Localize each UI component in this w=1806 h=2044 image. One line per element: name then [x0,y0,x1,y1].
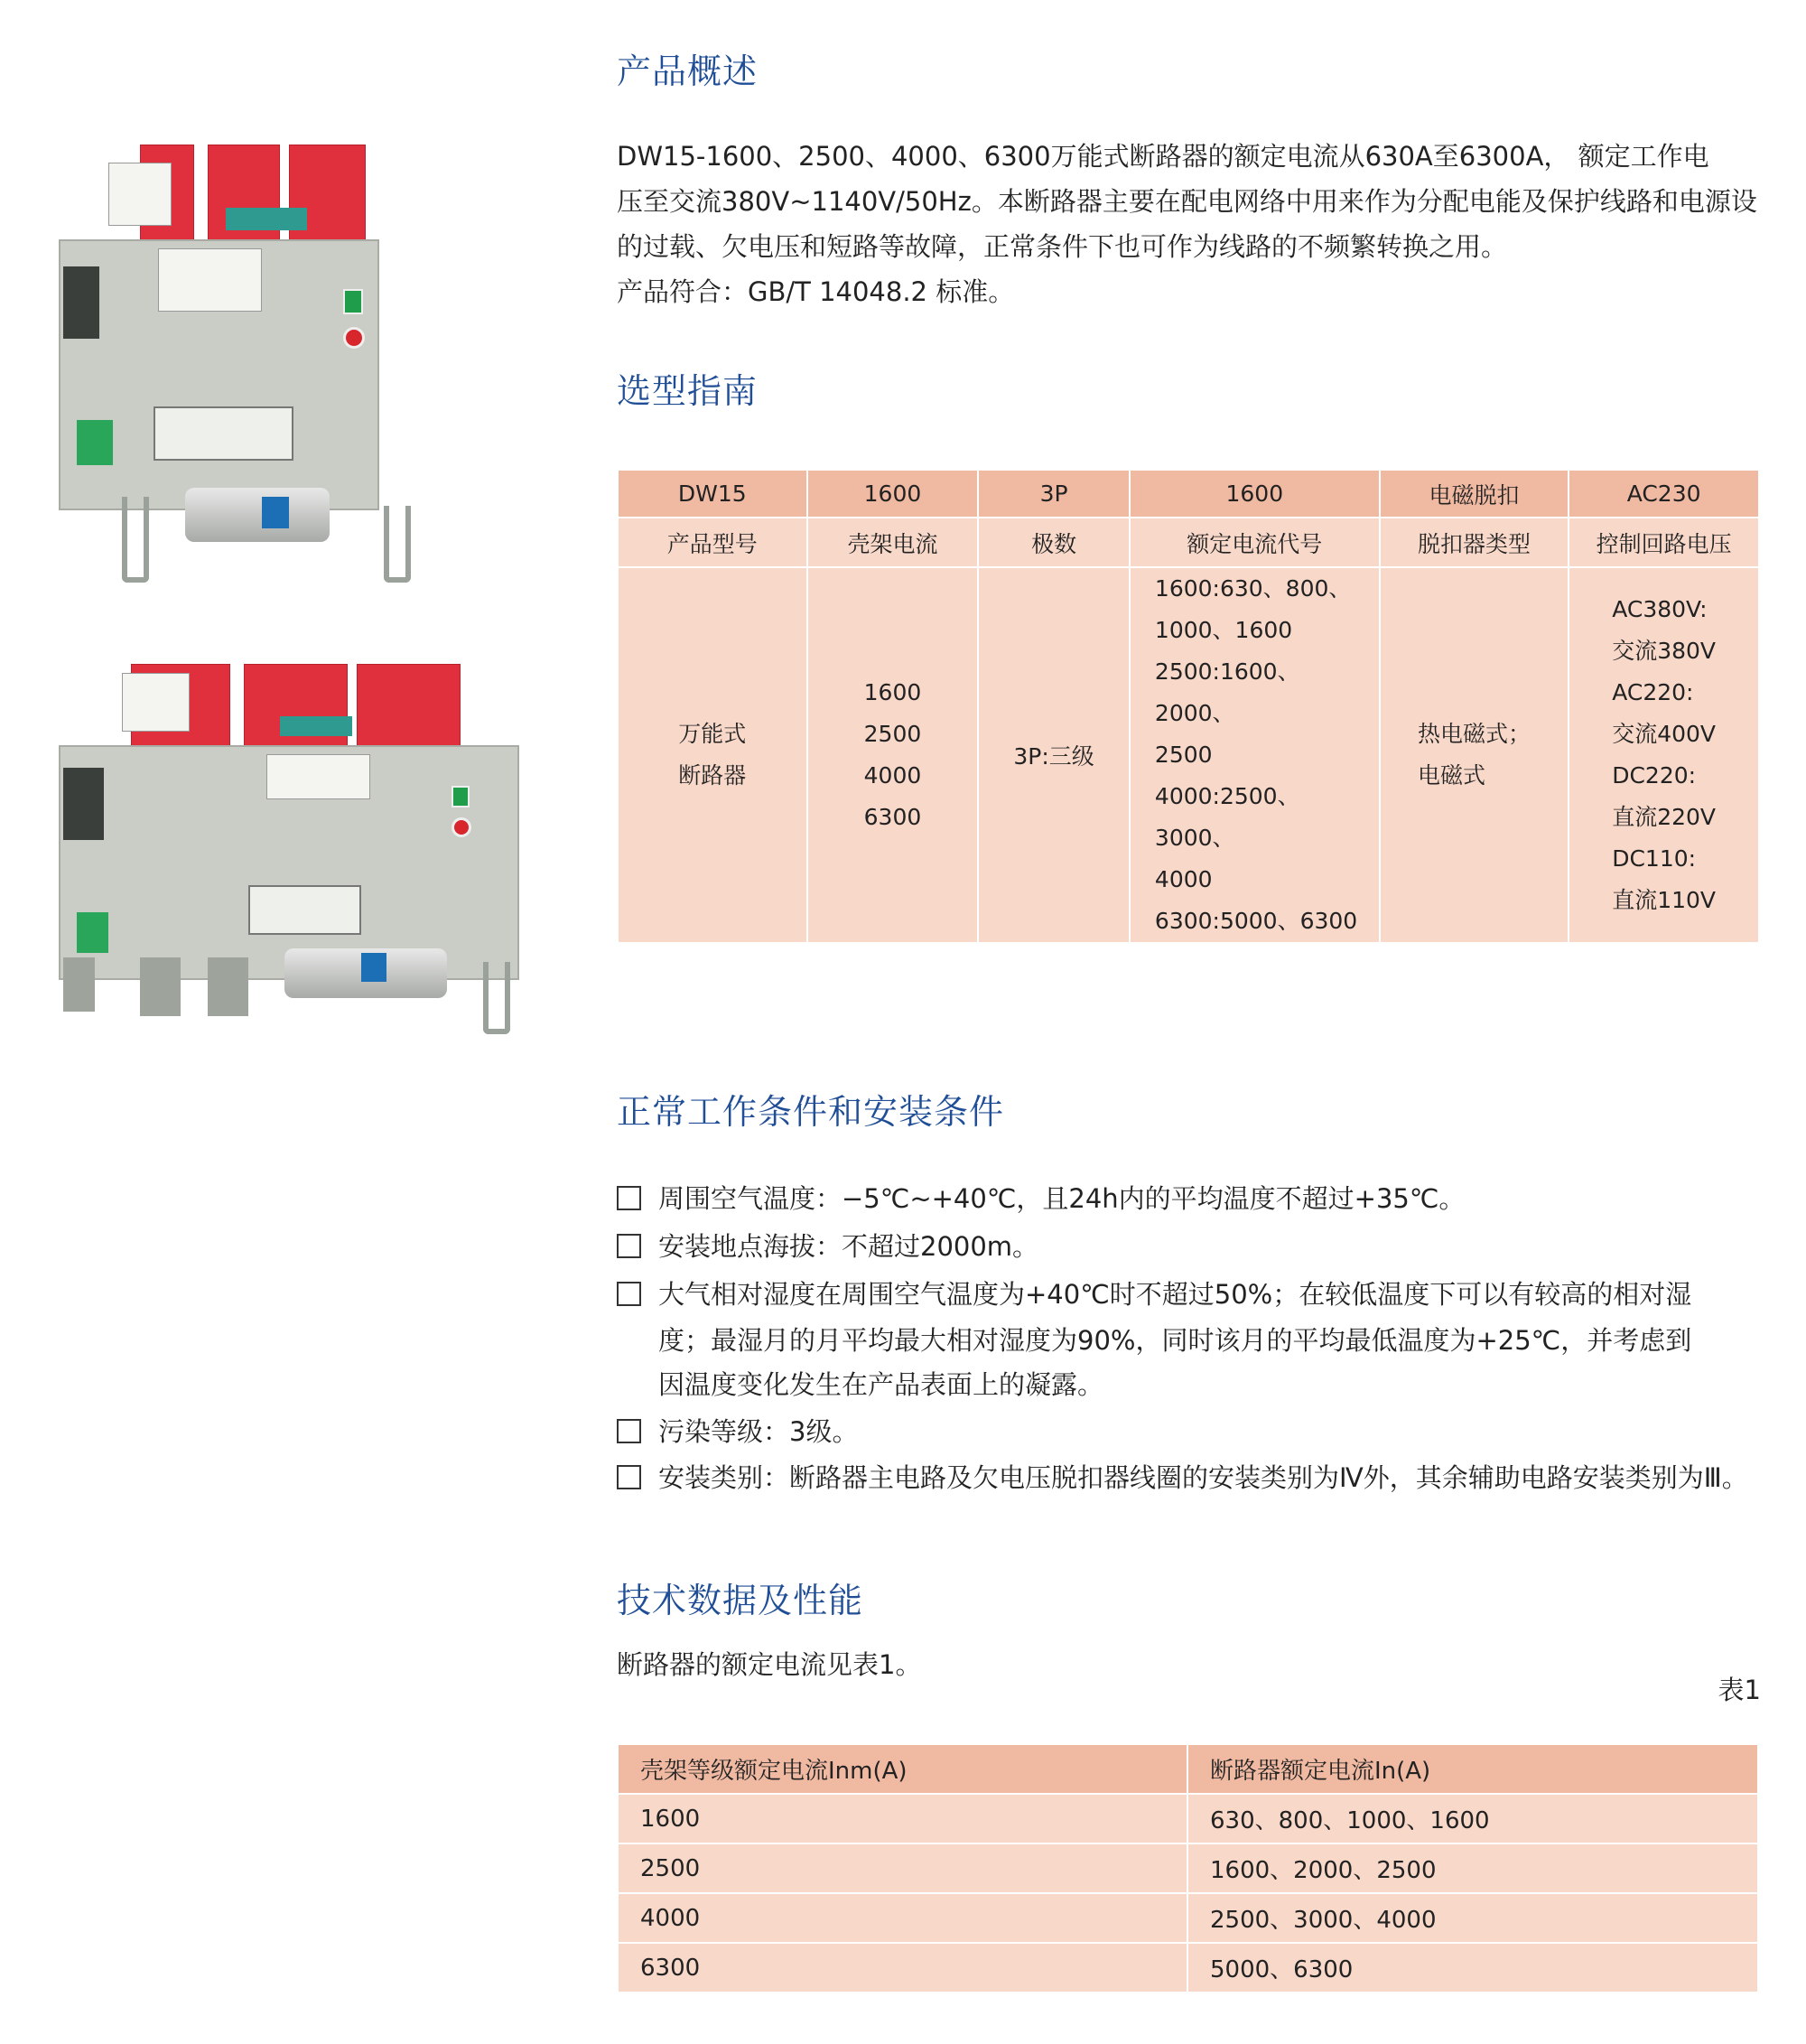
breaker-current-cell: 2500、3000、4000 [1187,1893,1758,1943]
busbar-terminal [63,957,95,1012]
red-arc-chute [244,664,348,754]
condition-text: 安装类别：断路器主电路及欠电压脱扣器线圈的安装类别为Ⅳ外，其余辅助电路安装类别为Ⅲ。 [658,1462,1748,1493]
busbar-terminal [140,957,181,1016]
code-rated-current: 1600 [1130,470,1380,518]
condition-text: 污染等级：3级。 [658,1416,859,1447]
checkbox-icon [617,1282,641,1306]
frame-current-cell: 1600 [618,1794,1187,1843]
control-voltage-line: DC110: [1612,845,1697,872]
section-title-conditions: 正常工作条件和安装条件 [617,1092,1005,1132]
breaker-current-cell: 630、800、1000、1600 [1187,1794,1758,1843]
section-title-tech: 技术数据及性能 [617,1581,864,1620]
frame-current-value: 4000 [863,762,922,789]
trip-type-values [1380,567,1569,943]
nameplate [158,248,262,312]
condition-item [617,1458,1748,1495]
display-window [154,406,293,461]
trip-type-line: 热电磁式； [1417,721,1531,747]
label-trip-type: 脱扣器类型 [1380,518,1569,567]
condition-item [617,1274,1691,1311]
busbar-terminal [208,957,248,1016]
label-poles: 极数 [978,518,1130,567]
open-button-icon [343,327,365,349]
green-relay [77,420,113,465]
control-voltage-line: 直流110V [1612,887,1717,913]
frame-current-value: 2500 [863,721,922,747]
breaker-current-cell: 5000、6300 [1187,1943,1758,1993]
display-window [248,885,361,935]
rated-code-line: 2500 [1154,742,1213,768]
model-desc-line: 万能式 [678,721,747,747]
condition-item [617,1412,858,1449]
tech-intro: 断路器的额定电流见表1。 [617,1649,922,1680]
condition-text: 周围空气温度：−5℃~+40℃，且24h内的平均温度不超过+35℃。 [658,1183,1466,1214]
overview-line-1: DW15-1600、2500、4000、6300万能式断路器的额定电流从630A至6300A， 额定工作电 [617,141,1709,172]
capacitor-cylinder [185,488,330,542]
control-voltage-values [1569,567,1759,943]
code-model: DW15 [618,470,807,518]
green-relay [77,912,108,953]
support-leg [384,506,411,583]
code-control-voltage: AC230 [1569,470,1759,518]
checkbox-icon [617,1465,641,1489]
model-description [618,567,807,943]
nameplate [266,754,370,799]
section-title-selection: 选型指南 [617,371,759,411]
rated-code-line: 1000、1600 [1154,617,1293,643]
terminal-block [122,673,190,732]
table-label: 表1 [1718,1675,1761,1705]
condition-text: 大气相对湿度在周围空气温度为+40℃时不超过50%；在较低温度下可以有较高的相对湿 [658,1279,1692,1310]
checkbox-icon [617,1234,641,1258]
support-leg [483,962,510,1034]
red-arc-chute [357,664,461,754]
condition-item [617,1179,1465,1216]
rated-current-table [617,1743,1759,1993]
frame-current-cell: 2500 [618,1843,1187,1893]
checkbox-icon [617,1419,641,1443]
frame-current-values [807,567,979,943]
auxiliary-contactor [63,266,99,339]
header-breaker-current: 断路器额定电流In(A) [1187,1744,1758,1794]
support-leg [122,497,149,583]
breaker-current-cell: 1600、2000、2500 [1187,1843,1758,1893]
blue-connector [262,497,289,528]
section-title-overview: 产品概述 [617,51,759,91]
label-frame-current: 壳架电流 [807,518,979,567]
frame-current-value: 6300 [863,804,922,830]
label-control-voltage: 控制回路电压 [1569,518,1759,567]
code-poles: 3P [978,470,1130,518]
rated-code-line: 6300:5000、6300 [1154,908,1358,934]
condition-text-continued: 因温度变化发生在产品表面上的凝露。 [658,1369,1104,1400]
condition-text: 安装地点海拔：不超过2000m。 [658,1231,1039,1262]
terminal-strip [226,208,307,230]
code-frame-current: 1600 [807,470,979,518]
close-button-icon [452,786,470,807]
control-voltage-line: 交流380V [1612,638,1717,664]
poles-value: 3P:三级 [978,567,1130,943]
overview-line-3: 的过载、欠电压和短路等故障，正常条件下也可作为线路的不频繁转换之用。 [617,231,1508,262]
close-button-icon [343,289,363,314]
frame-current-cell: 4000 [618,1893,1187,1943]
frame-current-cell: 6300 [618,1943,1187,1993]
rated-current-codes [1130,567,1380,943]
rated-code-line: 4000 [1154,866,1213,892]
table-row [618,1843,1758,1893]
trip-type-line: 电磁式 [1417,762,1485,789]
overview-line-4: 产品符合：GB/T 14048.2 标准。 [617,276,1015,307]
header-frame-current: 壳架等级额定电流Inm(A) [618,1744,1187,1794]
auxiliary-contactor [63,768,104,840]
control-voltage-line: 直流220V [1612,804,1717,830]
code-trip-type: 电磁脱扣 [1380,470,1569,518]
table-row [618,1794,1758,1843]
label-rated-current: 额定电流代号 [1130,518,1380,567]
rated-code-line: 2500:1600、2000、 [1154,658,1300,726]
condition-text-continued: 度；最湿月的月平均最大相对湿度为90%，同时该月的平均最低温度为+25℃，并考虑到 [658,1325,1692,1356]
product-image-bottom [50,655,537,1043]
frame-current-value: 1600 [863,679,922,705]
control-voltage-line: AC380V: [1612,596,1708,622]
overview-line-2: 压至交流380V~1140V/50Hz。本断路器主要在配电网络中用来作为分配电能及保护线路和电源设 [617,186,1757,217]
rated-code-line: 4000:2500、3000、 [1154,783,1300,851]
selection-guide-table [617,469,1760,944]
table-row [618,1943,1758,1993]
control-voltage-line: 交流400V [1612,721,1717,747]
checkbox-icon [617,1186,641,1210]
terminal-strip [280,716,352,736]
rated-code-line: 1600:630、800、 [1154,575,1352,602]
terminal-block [108,163,172,226]
control-voltage-line: AC220: [1612,679,1694,705]
model-desc-line: 断路器 [678,762,747,789]
blue-connector [361,953,386,982]
label-model: 产品型号 [618,518,807,567]
product-image-top [50,135,429,596]
condition-item [617,1227,1038,1264]
open-button-icon [452,817,471,837]
control-voltage-line: DC220: [1612,762,1697,789]
table-row [618,1893,1758,1943]
